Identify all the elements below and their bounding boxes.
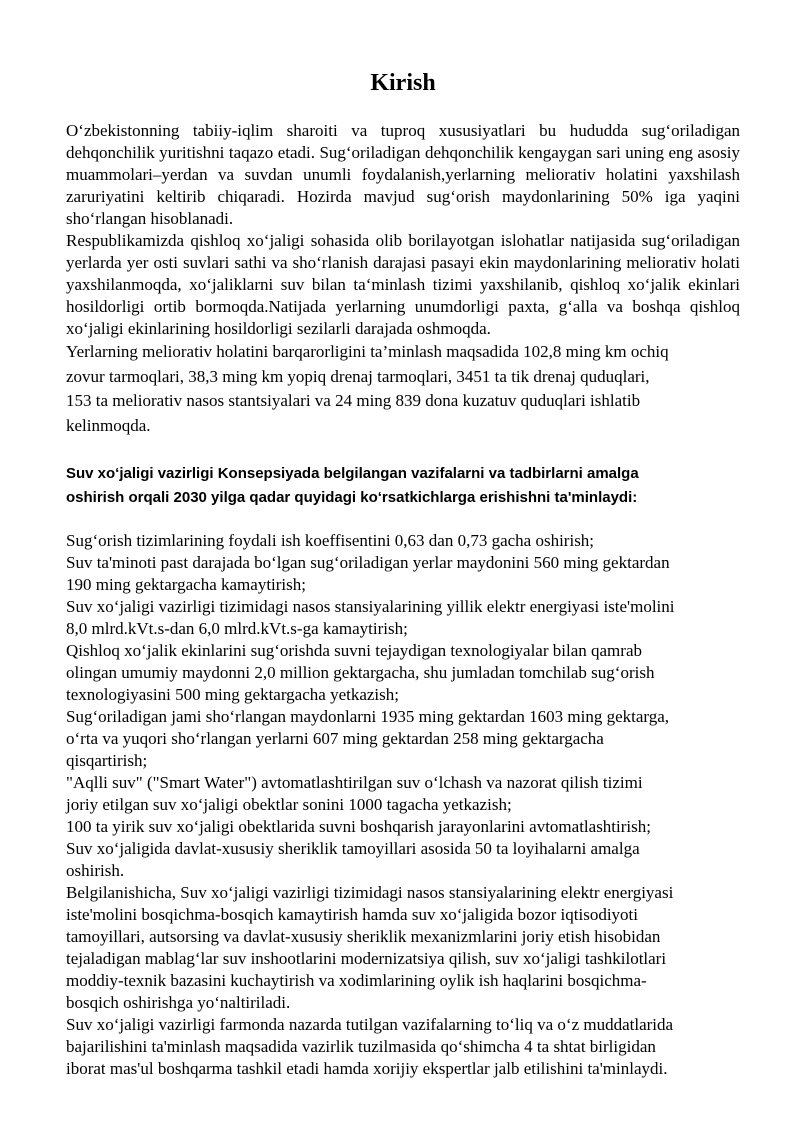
list-item-line: moddiy-texnik bazasini kuchaytirish va xodimlarining oylik ish haqlarini bosqichma- (66, 971, 647, 990)
section-heading-line: Suv xo‘jaligi vazirligi Konsepsiyada belgilangan vazifalarni va tadbirlarni amalga (66, 465, 639, 482)
list-item-line: qisqartirish; (66, 751, 148, 770)
list-item-line: Suv ta'minoti past darajada bo‘lgan sug‘oriladigan yerlar maydonini 560 ming gektardan (66, 553, 670, 572)
list-item-line: tejaladigan mablag‘lar suv inshootlarini modernizatsiya qilish, suv xo‘jaligi tashkilotlari (66, 949, 667, 968)
list-item-line: Suv xo‘jaligi vazirligi farmonda nazarda tutilgan vazifalarning to‘liq va o‘z muddatlarida (66, 1015, 674, 1034)
list-item-line: Suv xo‘jaligida davlat-xususiy sheriklik tamoyillari asosida 50 ta loyihalarni amalga (66, 839, 640, 858)
document-page (66, 0, 740, 1080)
list-item-line: Qishloq xo‘jalik ekinlarini sug‘orishda suvni tejaydigan texnologiyalar bilan qamrab (66, 641, 642, 660)
list-item (66, 530, 740, 552)
paragraph-line: zovur tarmoqlari, 38,3 ming km yopiq drenaj tarmoqlari, 3451 ta tik drenaj quduqlari, (66, 366, 650, 386)
list-item-line: texnologiyasini 500 ming gektargacha yetkazish; (66, 685, 399, 704)
list-item (66, 552, 740, 596)
list-item (66, 882, 740, 1014)
list-item-line: o‘rta va yuqori sho‘rlangan yerlarni 607 ming gektardan 258 ming gektargacha (66, 729, 604, 748)
list-item (66, 596, 740, 640)
list-item-line: joriy etilgan suv xo‘jaligi obektlar sonini 1000 tagacha yetkazish; (66, 795, 512, 814)
paragraph-line: 153 ta meliorativ nasos stantsiyalari va 24 ming 839 dona kuzatuv quduqlari ishlatib (66, 391, 641, 410)
list-item-line: Sug‘orish tizimlarining foydali ish koeffisentini 0,63 dan 0,73 gacha oshirish; (66, 531, 595, 550)
list-item (66, 772, 740, 816)
section-heading-line: oshirish orqali 2030 yilga qadar quyidagi ko‘rsatkichlarga erishishni ta'minlaydi: (66, 489, 638, 506)
section-heading (66, 462, 740, 510)
intro-paragraph: O‘zbekistonning tabiiy-iqlim sharoiti va tuproq xususiyatlari bu hududda sug‘oriladigan dehqonchilik yuritishni taqazo etadi. Sug‘oriladigan dehqonchilik kengaygan sari uning eng asosiy muammolari–yerdan va suvdan unumli foydalanish,yerlarning meliorativ holatini yaxshilash zaruriyatini keltirib chiqaradi. Hozirda mavjud sug‘orish maydonlarining 50% iga yaqini sho‘rlangan hisoblanadi. (66, 121, 740, 228)
list-item (66, 706, 740, 772)
list-item (66, 838, 740, 882)
list-item-line: Sug‘oriladigan jami sho‘rlangan maydonlarni 1935 ming gektardan 1603 ming gektarga, (66, 707, 670, 726)
list-item (66, 1014, 740, 1080)
list-item-line: olingan umumiy maydonni 2,0 million gektargacha, shu jumladan tomchilab sug‘orish (66, 663, 655, 682)
page-title: Kirish (370, 70, 436, 96)
list-item-line: Suv xo‘jaligi vazirligi tizimidagi nasos stansiyalarining yillik elektr energiyasi iste'molini (66, 597, 675, 616)
list-item-line: Belgilanishicha, Suv xo‘jaligi vazirligi tizimidagi nasos stansiyalarining elektr energiyasi (66, 883, 674, 902)
melioration-paragraph (66, 340, 740, 438)
targets-list (66, 530, 740, 1080)
paragraph-line: kelinmoqda. (66, 415, 151, 435)
list-item-line: bajarilishini ta'minlash maqsadida vazirlik tuzilmasida qo‘shimcha 4 ta shtat birligidan (66, 1037, 656, 1056)
list-item (66, 816, 740, 838)
list-item-line: 8,0 mlrd.kVt.s-dan 6,0 mlrd.kVt.s-ga kamaytirish; (66, 619, 408, 638)
list-item-line: 100 ta yirik suv xo‘jaligi obektlarida suvni boshqarish jarayonlarini avtomatlashtirish; (66, 817, 651, 836)
list-item-line: "Aqlli suv" ("Smart Water") avtomatlashtirilgan suv o‘lchash va nazorat qilish tizimi (66, 773, 643, 792)
list-item-line: tamoyillari, autsorsing va davlat-xususiy sheriklik mexanizmlarini joriy etish hisobidan (66, 927, 661, 946)
intro-paragraph: Respublikamizda qishloq xo‘jaligi sohasida olib borilayotgan islohatlar natijasida sug‘oriladigan yerlarda yer osti suvlari sathi va sho‘rlanish darajasi pasayi ekin maydonlarining meliorativ holati yaxshilanmoqda, xo‘jaliklarni suv bilan ta‘minlash tizimi yaxshilanib, qishloq xo‘jalik ekinlari hosildorligi ortib bormoqda.Natijada yerlarning unumdorligi paxta, g‘alla va boshqa qishloq xo‘jaligi ekinlarining hosildorligi sezilarli darajada oshmoqda. (66, 231, 740, 338)
list-item-line: oshirish. (66, 861, 125, 880)
intro-section (66, 120, 740, 340)
list-item-line: iborat mas'ul boshqarma tashkil etadi hamda xorijiy ekspertlar jalb etilishini ta'minlaydi. (66, 1059, 668, 1078)
list-item-line: 190 ming gektargacha kamaytirish; (66, 575, 306, 594)
list-item-line: bosqich oshirishga yo‘naltiriladi. (66, 993, 291, 1012)
paragraph-line: Yerlarning meliorativ holatini barqarorligini ta’minlash maqsadida 102,8 ming km ochiq (66, 342, 669, 361)
list-item-line: iste'molini bosqichma-bosqich kamaytirish hamda suv xo‘jaligida bozor iqtisodiyoti (66, 905, 639, 924)
list-item (66, 640, 740, 706)
